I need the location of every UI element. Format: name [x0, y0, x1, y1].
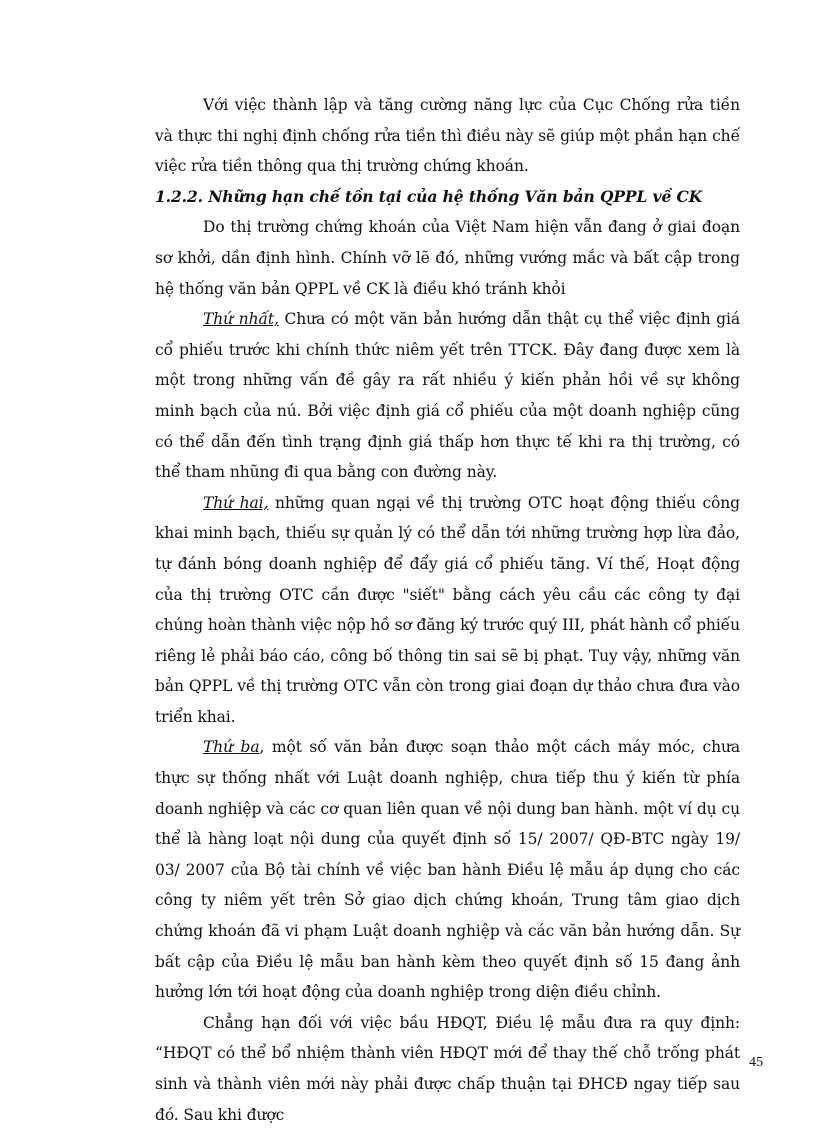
- section-intro-paragraph: Do thị trường chứng khoán của Việt Nam hiện vẫn đang ở giai đoạn sơ khởi, dần định hình. Chính vỡ lẽ đó, những vướng mắc và bất cập trong hệ thống văn bản QPPL về CK là điều khó tránh khỏi: [155, 218, 740, 298]
- second-point-text: những quan ngại về thị trường OTC hoạt động thiếu công khai minh bạch, thiếu sự quản lý có thể dẫn tới những trường hợp lừa đảo, tự đánh bóng doanh nghiệp để đẩy giá cổ phiếu tăng. Ví thế, Hoạt động của thị trường OTC cần được "siết" bằng cách yêu cầu các công ty đại chúng hoàn thành việc nộp hồ sơ đăng ký trước quý III, phát hành cổ phiếu riêng lẻ phải báo cáo, công bố thông tin sai sẽ bị phạt. Tuy vậy, những văn bản QPPL về thị trường OTC vẫn còn trong giai đoạn dự thảo chưa đưa vào triển khai.: [155, 493, 740, 726]
- section-heading: 1.2.2. Những hạn chế tồn tại của hệ thống Văn bản QPPL về CK: [155, 186, 703, 206]
- first-point-paragraph: [155, 304, 740, 488]
- first-point-lead: Thứ nhất,: [203, 310, 279, 329]
- second-point-lead: Thứ hai,: [203, 493, 269, 512]
- document-body: [155, 90, 740, 1130]
- first-point-text: Chưa có một văn bản hướng dẫn thật cụ thể việc định giá cổ phiếu trước khi chính thức niêm yết trên TTCK. Đây đang được xem là một trong những vấn đề gây ra rất nhiều ý kiến phản hồi về sự không minh bạch của nú. Bởi việc định giá cổ phiếu của một doanh nghiệp cũng có thể dẫn đến tình trạng định giá thấp hơn thực tế khi ra thị trường, có thể tham nhũng đi qua bằng con đường này.: [155, 310, 740, 482]
- third-point-paragraph: [155, 732, 740, 1007]
- example-paragraph: Chẳng hạn đối với việc bầu HĐQT, Điều lệ mẫu đưa ra quy định: “HĐQT có thể bổ nhiệm thành viên HĐQT mới để thay thế chỗ trống phát sinh và thành viên mới này phải được chấp thuận tại ĐHCĐ ngay tiếp sau đó. Sau khi được: [155, 1013, 740, 1124]
- third-point-text: , một số văn bản được soạn thảo một cách máy móc, chưa thực sự thống nhất với Luật doanh nghiệp, chưa tiếp thu ý kiến từ phía doanh nghiệp và các cơ quan liên quan về nội dung ban hành. một ví dụ cụ thể là hàng loạt nội dung của quyết định số 15/ 2007/ QĐ-BTC ngày 19/ 03/ 2007 của Bộ tài chính về việc ban hành Điều lệ mẫu áp dụng cho các công ty niêm yết trên Sở giao dịch chứng khoán, Trung tâm giao dịch chứng khoán đã vi phạm Luật doanh nghiệp và các văn bản hướng dẫn. Sự bất cập của Điều lệ mẫu ban hành kèm theo quyết định số 15 đang ảnh hưởng lớn tới hoạt động của doanh nghiệp trong diện điều chỉnh.: [155, 738, 741, 1002]
- third-point-lead: Thứ ba: [203, 738, 260, 757]
- page-number: 45: [749, 1055, 763, 1070]
- intro-paragraph: Với việc thành lập và tăng cường năng lực của Cục Chống rửa tiền và thực thi nghị định chống rửa tiền thì điều này sẽ giúp một phần hạn chế việc rửa tiền thông qua thị trường chứng khoán.: [155, 96, 740, 176]
- second-point-paragraph: [155, 488, 740, 733]
